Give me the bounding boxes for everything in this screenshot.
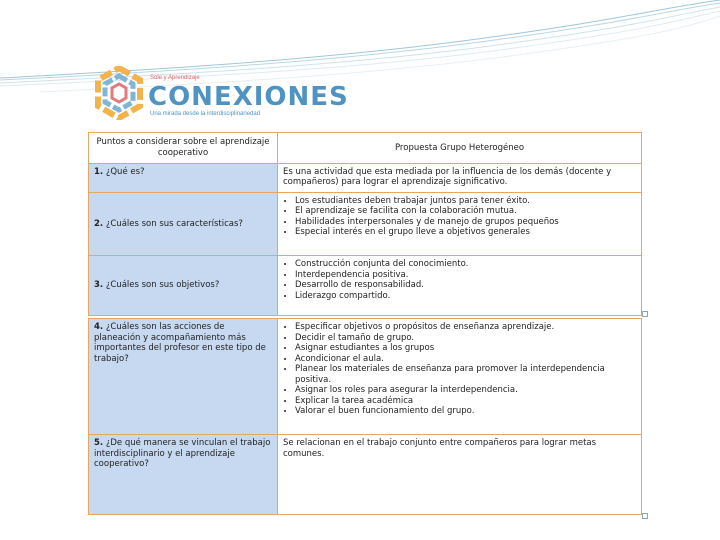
- list-item: • Decidir el tamaño de grupo.: [295, 333, 636, 344]
- corner-marker: [642, 513, 648, 519]
- comparison-table-2: [88, 318, 642, 515]
- list-item: • Desarrollo de responsabilidad.: [295, 280, 636, 291]
- table-header-right: Propuesta Grupo Heterogéneo: [278, 133, 642, 164]
- bullet-list: [283, 259, 636, 301]
- logo-title: CONEXIONES: [148, 82, 349, 112]
- list-item: • Habilidades interpersonales y de manejo de grupos pequeños: [295, 217, 636, 228]
- table-row: 3. ¿Cuáles son sus objetivos? • Construcción conjunta del conocimiento. • Interdependencia positiva. • Desarrollo de responsabilidad. • Liderazgo compartido.: [89, 256, 642, 316]
- list-item: • Especificar objetivos o propósitos de enseñanza aprendizaje.: [295, 322, 636, 333]
- list-item: • Planear los materiales de enseñanza para promover la interdependencia positiva.: [295, 364, 636, 385]
- question-label: ¿Cuáles son sus características?: [105, 218, 243, 229]
- bullet-list: [283, 196, 636, 238]
- list-item: • Interdependencia positiva.: [295, 270, 636, 281]
- logo-subtitle: Una mirada desde la interdisciplinariedad: [150, 111, 261, 117]
- answer-text: Es una actividad que esta mediada por la influencia de los demás (docente y compañeros) para lograr el aprendizaje significativo.: [278, 163, 642, 192]
- table-row: 4. ¿Cuáles son las acciones de planeación y acompañamiento más importantes del profesor en este tipo de trabajo? • Especificar objetivos o propósitos de enseñanza aprendizaje. • Decidir el tamaño de grupo. • Asignar estudiantes a los grupos • Acondicionar el aula. • Planear los materiales de enseñanza para promover la interdependencia positiva. • Asignar los roles para asegurar la interdependencia. • Explicar la tarea académica • Valorar el buen funcionamiento del grupo.: [89, 319, 642, 435]
- list-item: • Asignar los roles para asegurar la interdependencia.: [295, 385, 636, 396]
- table-row: 1. ¿Qué es? Es una actividad que esta mediada por la influencia de los demás (docente y compañeros) para lograr el aprendizaje significativo.: [89, 163, 642, 192]
- conexiones-logo: [92, 66, 349, 126]
- question-label: ¿Cuáles son sus objetivos?: [105, 280, 220, 291]
- answer-text: Se relacionan en el trabajo conjunto entre compañeros para lograr metas comunes.: [278, 435, 642, 515]
- comparison-table-1: [88, 132, 642, 316]
- list-item: • Construcción conjunta del conocimiento.: [295, 259, 636, 270]
- list-item: • Los estudiantes deben trabajar juntos para tener éxito.: [295, 196, 636, 207]
- list-item: • Especial interés en el grupo lleve a objetivos generales: [295, 227, 636, 238]
- hexagon-logo-icon: [92, 66, 146, 120]
- list-item: • Explicar la tarea académica: [295, 396, 636, 407]
- list-item: • Valorar el buen funcionamiento del grupo.: [295, 406, 636, 417]
- list-item: • Acondicionar el aula.: [295, 354, 636, 365]
- list-item: • El aprendizaje se facilita con la colaboración mutua.: [295, 206, 636, 217]
- list-item: • Liderazgo compartido.: [295, 291, 636, 302]
- bullet-list: [283, 322, 636, 417]
- table-row: 5. ¿De qué manera se vinculan el trabajo interdisciplinario y el aprendizaje cooperativo? Se relacionan en el trabajo conjunto entre compañeros para lograr metas comunes.: [89, 435, 642, 515]
- logo-top-line: Sole y Aprendizaje: [150, 75, 200, 81]
- table-row: 2. ¿Cuáles son sus características? • Los estudiantes deben trabajar juntos para tener éxito. • El aprendizaje se facilita con la colaboración mutua. • Habilidades interpersonales y de manejo de grupos pequeños • Especial interés en el grupo lleve a objetivos generales: [89, 192, 642, 256]
- list-item: • Asignar estudiantes a los grupos: [295, 343, 636, 354]
- question-label: ¿Cuáles son las acciones de planeación y acompañamiento más importantes del profesor en este tipo de trabajo?: [94, 322, 266, 364]
- question-label: ¿Qué es?: [105, 166, 145, 177]
- corner-marker: [642, 311, 648, 317]
- table-header-left: Puntos a considerar sobre el aprendizaje cooperativo: [89, 133, 278, 164]
- question-label: ¿De qué manera se vinculan el trabajo interdisciplinario y el aprendizaje cooperativo?: [94, 438, 271, 469]
